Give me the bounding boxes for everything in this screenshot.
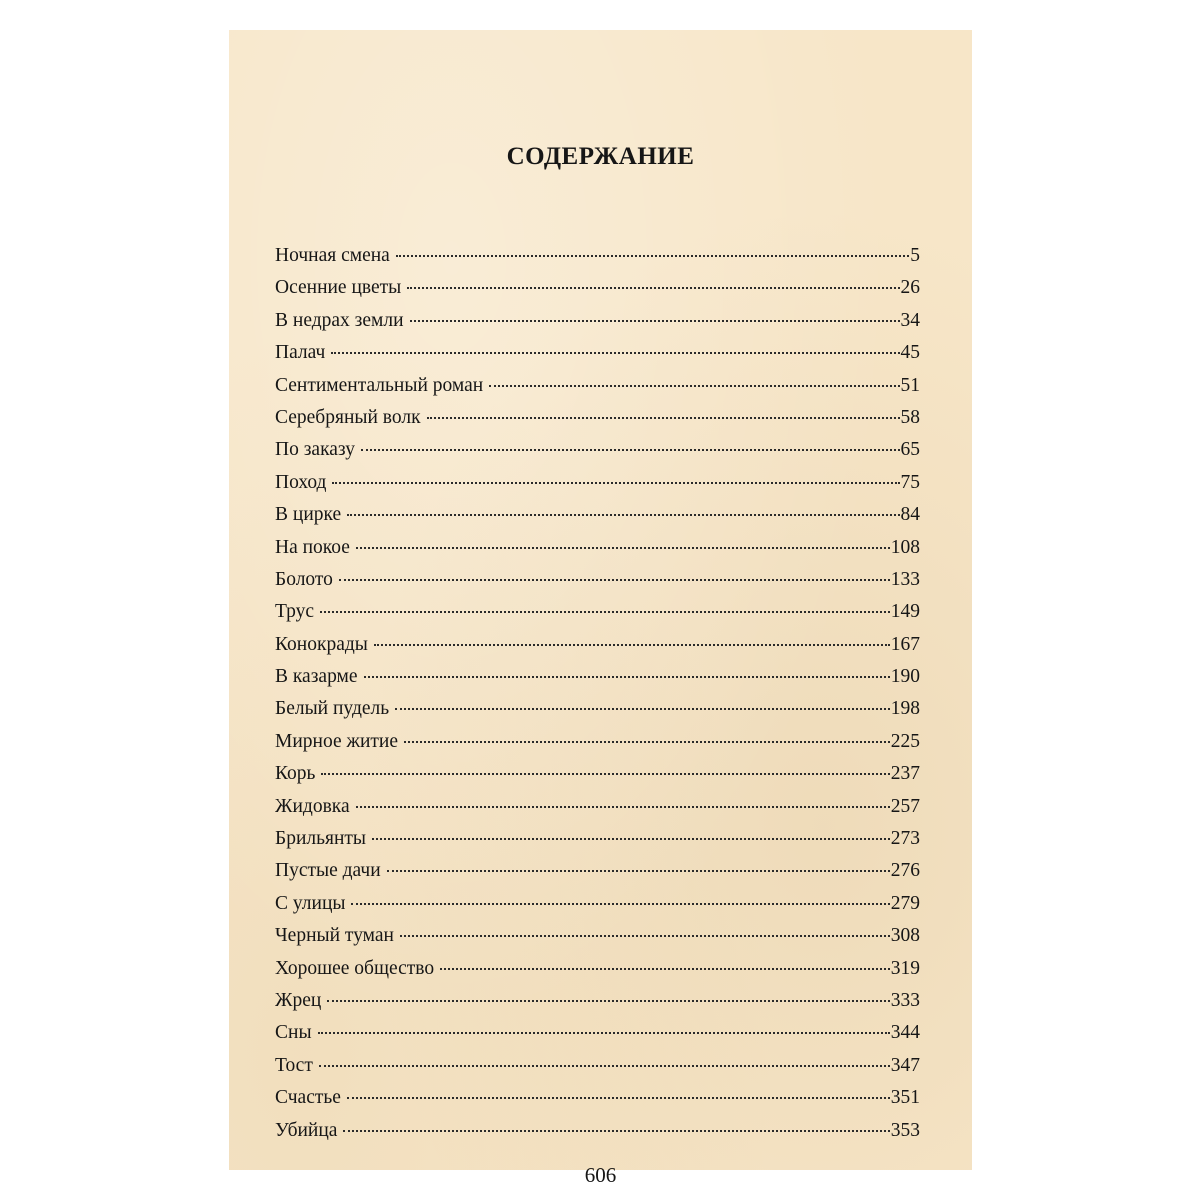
toc-entry [275,1017,920,1049]
toc-entry-title: Жрец [275,989,322,1011]
toc-entry [275,305,920,337]
toc-entry [275,823,920,855]
toc-entry [275,272,920,304]
toc-entry [275,337,920,369]
dot-leader [339,579,890,581]
toc-entry [275,726,920,758]
toc-entry [275,1115,920,1147]
toc-entry-page: 347 [890,1054,920,1076]
toc-entry-page: 167 [890,633,920,655]
toc-entry [275,888,920,920]
toc-entry-page: 34 [900,309,920,331]
toc-entry-page: 75 [900,471,920,493]
toc-entry-title: Брильянты [275,828,367,850]
toc-entry-page: 273 [890,828,920,850]
dot-leader [404,741,890,743]
toc-entry-page: 51 [900,374,920,396]
toc-entry-page: 351 [890,1087,920,1109]
toc-entry-title: Черный туман [275,925,394,947]
toc-entry-title: По заказу [275,439,355,461]
toc-entry-page: 58 [900,406,920,428]
dot-leader [374,644,890,646]
toc-entry [275,1082,920,1114]
toc-entry-page: 237 [890,763,920,785]
toc-entry-title: Пустые дачи [275,860,381,882]
toc-entry-page: 149 [890,601,920,623]
dot-leader [372,838,890,840]
toc-entry-title: Ночная смена [275,245,390,266]
toc-entry-page: 133 [890,568,920,590]
toc-entry [275,434,920,466]
dot-leader [356,547,890,549]
toc-entry-page: 198 [890,698,920,720]
toc-entry [275,370,920,402]
toc-entry-title: В цирке [275,504,342,526]
dot-leader [407,287,899,289]
toc-entry-title: Жидовка [275,795,350,817]
toc-entry [275,499,920,531]
toc-entry [275,758,920,790]
toc-entry-page: 45 [900,342,920,364]
toc-entry-page: 257 [890,795,920,817]
toc-entry [275,791,920,823]
dot-leader [319,1065,890,1067]
dot-leader [400,935,890,937]
toc-entry [275,564,920,596]
toc-entry-title: С улицы [275,892,346,914]
dot-leader [318,1032,890,1034]
dot-leader [347,1097,890,1099]
toc-entry-title: В казарме [275,666,358,688]
toc-entry-title: Тост [275,1054,313,1076]
toc-entry [275,953,920,985]
dot-leader [321,773,889,775]
toc-entry-page: 276 [890,860,920,882]
toc-entry-page: 190 [890,666,920,688]
dot-leader [327,1000,889,1002]
toc-entry-title: Убийца [275,1119,338,1141]
toc-entry-page: 84 [900,504,920,526]
toc-entry [275,693,920,725]
dot-leader [395,708,890,710]
dot-leader [320,611,890,613]
toc-entry-page: 308 [890,925,920,947]
toc-entry-title: Осенние цветы [275,277,402,299]
toc-entry-page: 108 [890,536,920,558]
dot-leader [351,903,889,905]
toc-entry-title: Мирное житие [275,730,398,752]
dot-leader [427,417,900,419]
dot-leader [364,676,890,678]
toc-entry-title: Счастье [275,1087,341,1109]
toc-entry [275,402,920,434]
toc-entry-page: 353 [890,1119,920,1141]
toc-entry-title: Сентиментальный роман [275,374,484,396]
toc-entry-page: 5 [910,245,920,266]
dot-leader [343,1130,889,1132]
toc-entry [275,467,920,499]
toc-entry [275,629,920,661]
dot-leader [361,449,900,451]
dot-leader [387,870,890,872]
toc-entry-page: 279 [890,892,920,914]
toc-entry [275,1050,920,1082]
dot-leader [410,320,900,322]
dot-leader [347,514,899,516]
toc-entry-title: Болото [275,568,333,590]
dot-leader [396,255,909,257]
toc-entry-title: Белый пудель [275,698,390,720]
toc-entry [275,532,920,564]
toc-entry-page: 225 [890,730,920,752]
toc-entry-title: Палач [275,342,326,364]
table-of-contents [275,240,920,1147]
toc-entry-page: 319 [890,957,920,979]
book-page [229,30,972,1187]
page-title: СОДЕРЖАНИЕ [506,143,695,170]
dot-leader [331,352,899,354]
dot-leader [332,482,899,484]
toc-entry [275,596,920,628]
dot-leader [489,385,899,387]
toc-entry-title: Сны [275,1022,312,1044]
page-number: 606 [584,1163,617,1187]
toc-entry-title: Конокрады [275,633,368,655]
toc-entry-title: Хорошее общество [275,957,435,979]
toc-entry [275,985,920,1017]
toc-entry-title: Трус [275,601,315,623]
toc-entry-page: 26 [900,277,920,299]
toc-entry-title: В недрах земли [275,309,404,331]
toc-entry-page: 333 [890,989,920,1011]
dot-leader [440,968,890,970]
toc-entry-title: Поход [275,471,327,493]
toc-entry [275,240,920,272]
toc-entry [275,855,920,887]
toc-entry-title: Серебряный волк [275,406,421,428]
dot-leader [356,806,890,808]
toc-entry [275,661,920,693]
toc-entry [275,920,920,952]
toc-entry-title: На покое [275,536,350,558]
toc-entry-page: 344 [890,1022,920,1044]
toc-entry-page: 65 [900,439,920,461]
toc-entry-title: Корь [275,763,316,785]
